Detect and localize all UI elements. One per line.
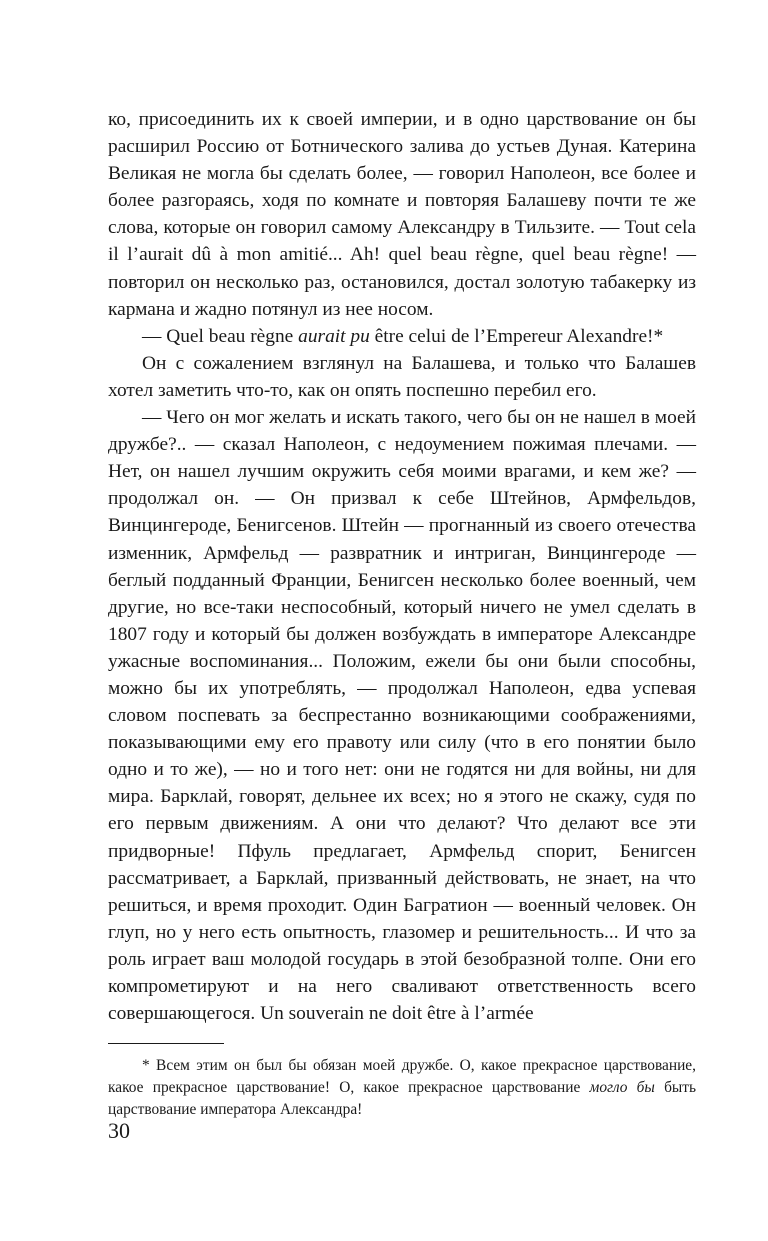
paragraph-3 — [108, 350, 696, 404]
paragraph-3-text: Он с сожалением взглянул на Балашева, и только что Балашев хотел заметить что-то, как он опять поспешно перебил его. — [108, 352, 696, 401]
page-body — [108, 106, 696, 1120]
footnote-italic: могло бы — [589, 1078, 655, 1096]
footnote — [108, 1055, 696, 1120]
paragraph-2-text-b: être celui de l’Empereur Alexandre!* — [369, 325, 664, 347]
paragraph-2 — [108, 323, 696, 350]
main-text — [108, 106, 696, 1027]
footnote-text-b: быть царствование императора Александра! — [108, 1078, 696, 1118]
footnote-text-a: * Всем этим он был бы обязан моей дружбе. О, какое прекрасное царствование, какое прекрасное царствование! О, какое прекрасное царствование — [108, 1057, 696, 1096]
paragraph-1 — [108, 106, 696, 323]
paragraph-2-italic: aurait pu — [298, 325, 370, 347]
footnote-paragraph — [108, 1055, 696, 1120]
paragraph-2-text-a: — Quel beau règne — [142, 325, 299, 347]
paragraph-4-text: — Чего он мог желать и искать такого, чего бы он не нашел в моей дружбе?.. — сказал Наполеон, с недоумением пожимая плечами. — Нет, он нашел лучшим окружить себя моими врагами, и кем же? — продолжал он. — Он призвал к себе Штейнов, Армфельдов, Винцингероде, Бенигсенов. Штейн — прогнанный из своего отечества изменник, Армфельд — развратник и интриган, Винцингероде — беглый подданный Франции, Бенигсен несколько более военный, чем другие, но все-таки неспособный, который ничего не умел сделать в 1807 году и который бы должен возбуждать в императоре Александре ужасные воспоминания... Положим, ежели бы они были способны, можно бы их употреблять, — продолжал Наполеон, едва успевая словом поспевать за беспрестанно возникающими соображениями, показывающими ему его правоту или силу (что в его понятии было одно и то же), — но и того нет: они не годятся ни для войны, ни для мира. Барклай, говорят, дельнее их всех; но я этого не скажу, судя по его первым движениям. А они что делают? Что делают все эти придворные! Пфуль предлагает, Армфельд спорит, Бенигсен рассматривает, а Барклай, призванный действовать, не знает, на что решиться, и время проходит. Один Багратион — военный человек. Он глуп, но у него есть опытность, глазомер и решительность... И что за роль играет ваш молодой государь в этой безобразной толпе. Они его компрометируют и на него сваливают ответственность всего совершающегося. Un souverain ne doit être à l’armée — [108, 407, 696, 1025]
paragraph-1-text: ко, присоединить их к своей империи, и в одно царствование он бы расширил Россию от Ботнического залива до устьев Дуная. Катерина Великая не могла бы сделать более, — говорил Наполеон, все более и более разгораясь, ходя по комнате и повторяя Балашеву почти те же слова, которые он говорил самому Александру в Тильзите. — Tout cela il l’aurait dû à mon amitié... Ah! quel beau règne, quel beau règne! — повторил он несколько раз, остановился, достал золотую табакерку из кармана и жадно потянул из нее носом. — [108, 109, 696, 320]
paragraph-4 — [108, 404, 696, 1027]
footnote-rule — [108, 1043, 224, 1044]
page-number: 30 — [108, 1118, 130, 1143]
